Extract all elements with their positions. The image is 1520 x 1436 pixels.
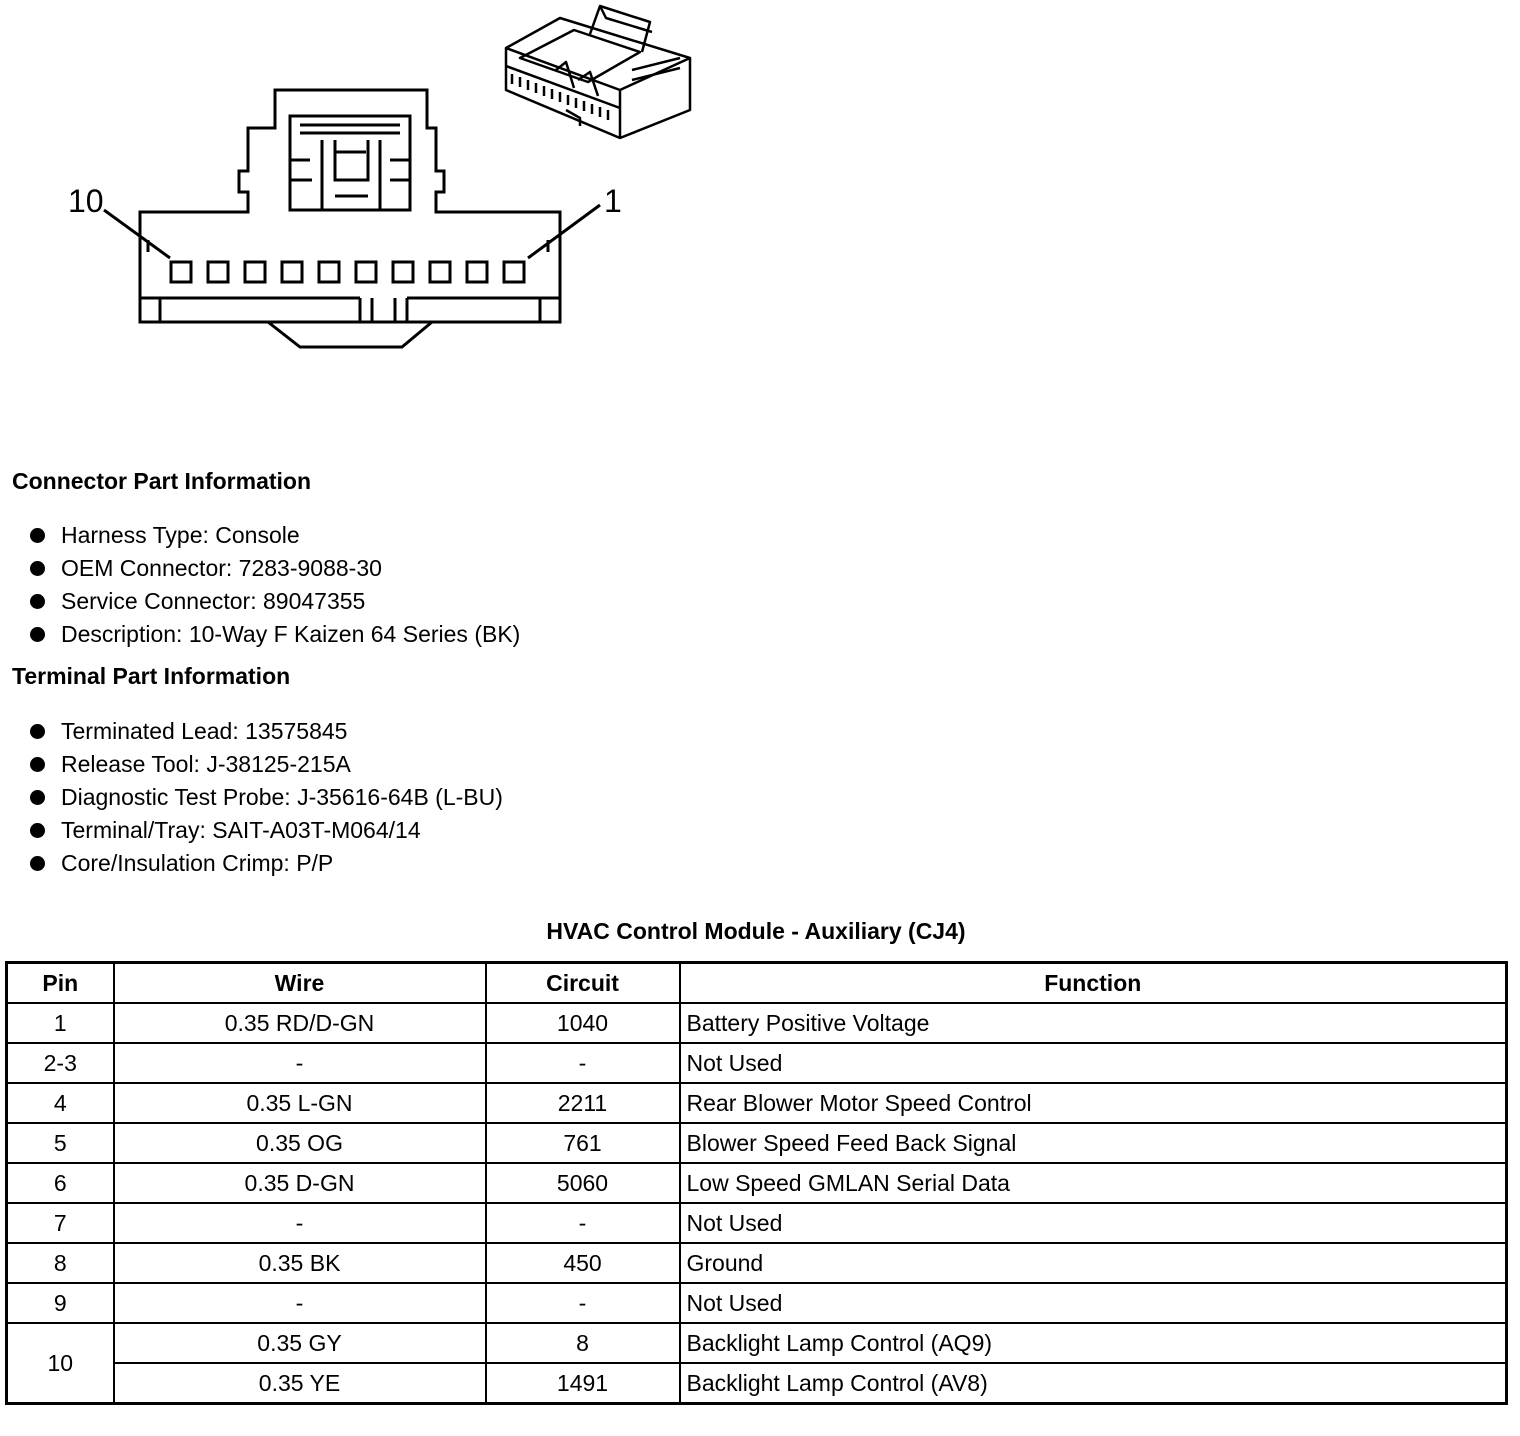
cell-circuit: - xyxy=(486,1203,680,1243)
cell-circuit: 5060 xyxy=(486,1163,680,1203)
cell-function: Rear Blower Motor Speed Control xyxy=(680,1083,1507,1123)
cell-wire: 0.35 L-GN xyxy=(114,1083,486,1123)
cell-pin: 5 xyxy=(7,1123,114,1163)
terminal-cavity-3 xyxy=(430,262,450,282)
cell-function: Not Used xyxy=(680,1203,1507,1243)
table-row xyxy=(7,1163,1507,1203)
pinout-table xyxy=(5,961,1508,1405)
cell-circuit: 8 xyxy=(486,1323,680,1363)
cell-function: Backlight Lamp Control (AQ9) xyxy=(680,1323,1507,1363)
cell-wire: 0.35 GY xyxy=(114,1323,486,1363)
cell-circuit: 2211 xyxy=(486,1083,680,1123)
connector-inner-line xyxy=(140,298,560,322)
pin-label-1: 1 xyxy=(604,183,622,219)
list-item: Core/Insulation Crimp: P/P xyxy=(30,847,503,880)
terminal-cavity-8 xyxy=(245,262,265,282)
cell-pin: 6 xyxy=(7,1163,114,1203)
cell-wire: - xyxy=(114,1283,486,1323)
cell-pin: 10 xyxy=(7,1323,114,1404)
cell-pin: 8 xyxy=(7,1243,114,1283)
terminal-cavity-9 xyxy=(208,262,228,282)
terminal-cavity-4 xyxy=(393,262,413,282)
cell-function: Backlight Lamp Control (AV8) xyxy=(680,1363,1507,1404)
cell-function: Battery Positive Voltage xyxy=(680,1003,1507,1043)
table-row xyxy=(7,1283,1507,1323)
terminal-info-list xyxy=(30,715,503,880)
cell-pin: 1 xyxy=(7,1003,114,1043)
header-circuit: Circuit xyxy=(486,963,680,1004)
connector-info-title: Connector Part Information xyxy=(12,468,312,494)
cell-circuit: 1040 xyxy=(486,1003,680,1043)
terminal-cavity-1 xyxy=(504,262,524,282)
cell-wire: - xyxy=(114,1203,486,1243)
header-function: Function xyxy=(680,963,1507,1004)
terminal-cavity-10 xyxy=(171,262,191,282)
connector-diagram xyxy=(0,0,720,400)
connector-center-key xyxy=(360,298,407,322)
list-item: Description: 10-Way F Kaizen 64 Series (BK) xyxy=(30,618,520,651)
connector-isometric-view xyxy=(506,6,690,138)
cell-pin: 9 xyxy=(7,1283,114,1323)
cell-wire: 0.35 OG xyxy=(114,1123,486,1163)
table-row xyxy=(7,1043,1507,1083)
table-row xyxy=(7,1123,1507,1163)
connector-bottom-lip xyxy=(268,322,432,347)
cell-function: Not Used xyxy=(680,1283,1507,1323)
cell-wire: 0.35 YE xyxy=(114,1363,486,1404)
cell-pin: 7 xyxy=(7,1203,114,1243)
terminal-cavity-5 xyxy=(356,262,376,282)
table-row xyxy=(7,1363,1507,1404)
table-row xyxy=(7,1323,1507,1363)
list-item: Harness Type: Console xyxy=(30,519,520,552)
table-row xyxy=(7,1083,1507,1123)
table-header-row xyxy=(7,963,1507,1004)
table-row xyxy=(7,1203,1507,1243)
cell-circuit: 761 xyxy=(486,1123,680,1163)
pin-label-10: 10 xyxy=(68,183,104,219)
cell-wire: 0.35 BK xyxy=(114,1243,486,1283)
cell-wire: - xyxy=(114,1043,486,1083)
list-item: Diagnostic Test Probe: J-35616-64B (L-BU) xyxy=(30,781,503,814)
table-row xyxy=(7,1243,1507,1283)
cell-wire: 0.35 D-GN xyxy=(114,1163,486,1203)
cell-wire: 0.35 RD/D-GN xyxy=(114,1003,486,1043)
header-wire: Wire xyxy=(114,963,486,1004)
cell-function: Ground xyxy=(680,1243,1507,1283)
list-item: Service Connector: 89047355 xyxy=(30,585,520,618)
list-item: Release Tool: J-38125-215A xyxy=(30,748,503,781)
list-item: Terminated Lead: 13575845 xyxy=(30,715,503,748)
terminal-cavity-7 xyxy=(282,262,302,282)
cell-pin: 4 xyxy=(7,1083,114,1123)
cell-function: Not Used xyxy=(680,1043,1507,1083)
cell-circuit: - xyxy=(486,1043,680,1083)
connector-info-list xyxy=(30,519,520,651)
connector-lock-tab xyxy=(290,116,410,210)
terminal-cavity-6 xyxy=(319,262,339,282)
cell-pin: 2-3 xyxy=(7,1043,114,1083)
cell-circuit: 450 xyxy=(486,1243,680,1283)
terminal-info-title: Terminal Part Information xyxy=(12,663,291,689)
header-pin: Pin xyxy=(7,963,114,1004)
table-row xyxy=(7,1003,1507,1043)
terminal-cavity-2 xyxy=(467,262,487,282)
pin-10-leader-line xyxy=(104,210,170,258)
table-title: HVAC Control Module - Auxiliary (CJ4) xyxy=(546,918,966,944)
cell-function: Low Speed GMLAN Serial Data xyxy=(680,1163,1507,1203)
list-item: Terminal/Tray: SAIT-A03T-M064/14 xyxy=(30,814,503,847)
connector-corner-mark xyxy=(148,240,548,252)
cell-circuit: 1491 xyxy=(486,1363,680,1404)
list-item: OEM Connector: 7283-9088-30 xyxy=(30,552,520,585)
cell-circuit: - xyxy=(486,1283,680,1323)
cell-function: Blower Speed Feed Back Signal xyxy=(680,1123,1507,1163)
